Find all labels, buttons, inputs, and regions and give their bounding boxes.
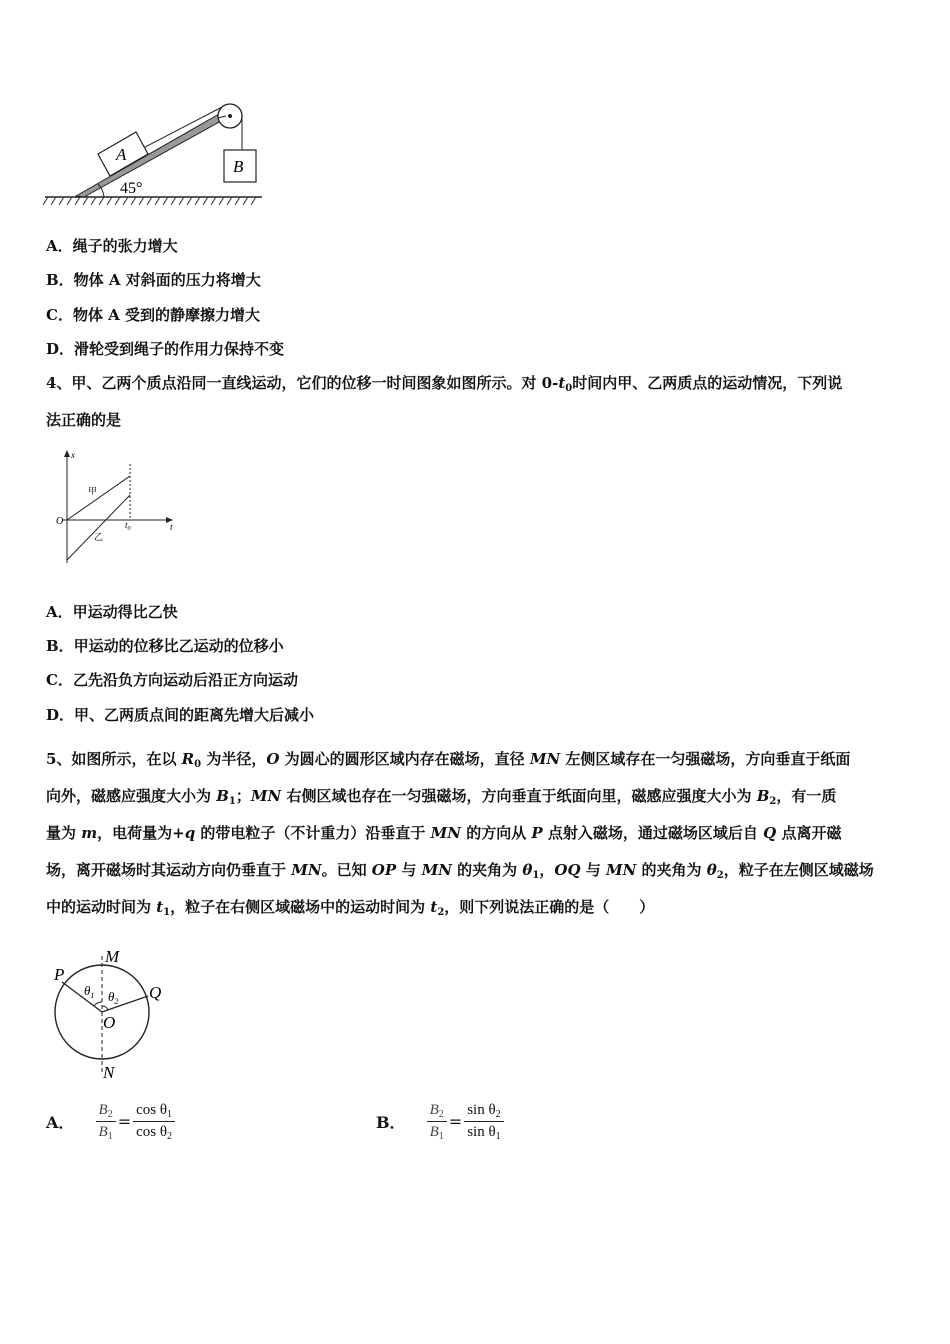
q4-option-a: A．甲运动得比乙快 bbox=[46, 603, 178, 621]
label-theta2: $\theta_2$ bbox=[108, 989, 119, 1006]
q3-option-b: B．物体 A 对斜面的压力将增大 bbox=[46, 271, 261, 289]
q3-option-a: A．绳子的张力增大 bbox=[46, 237, 178, 255]
label-m: M bbox=[105, 947, 120, 966]
block-a-label: A bbox=[116, 145, 127, 164]
label-yi: 乙 bbox=[94, 533, 104, 543]
label-jia: 甲 bbox=[88, 487, 98, 497]
q3-option-c: C．物体 A 受到的静摩擦力增大 bbox=[46, 306, 261, 324]
angle-theta1-arc bbox=[94, 1002, 102, 1006]
label-p: P bbox=[54, 965, 65, 984]
q5-line3: 量为 m，电荷量为+q 的带电粒子（不计重力）沿垂直于 MN 的方向从 P 点射入磁场，通过磁场区域后自 Q 点离开磁 bbox=[46, 824, 842, 842]
q4-stem-line1: 4、甲、乙两个质点沿同一直线运动，它们的位移一时间图象如图所示。对 $0-t_0$时间内甲、乙两质点的运动情况，下列说 bbox=[46, 374, 843, 394]
label-n: N bbox=[103, 1063, 115, 1082]
q4-option-b: B．甲运动的位移比乙运动的位移小 bbox=[46, 637, 284, 655]
q5-line5: 中的运动时间为 $t_1$，粒子在右侧区域磁场中的运动时间为 $t_2$，则下列说法正确的是（ ） bbox=[46, 898, 655, 918]
axis-t-label: t bbox=[170, 522, 173, 532]
q4-option-c: C．乙先沿负方向运动后沿正方向运动 bbox=[46, 671, 298, 689]
line-jia bbox=[67, 476, 130, 520]
option-b-right-fraction: $\frac{\sin \theta_2}{\sin \theta_1}$ bbox=[464, 1102, 503, 1141]
label-q: Q bbox=[149, 983, 162, 1002]
q5-option-a: A． $\frac{B_2}{B_1}$ = $\frac{\cos \theta_1}{\cos \theta_2}$ bbox=[46, 1102, 175, 1141]
option-a-left-fraction: $\frac{B_2}{B_1}$ bbox=[96, 1102, 116, 1141]
label-theta1: $\theta_1$ bbox=[84, 983, 95, 1000]
angle-label: 45° bbox=[120, 180, 143, 197]
radius-op bbox=[62, 982, 102, 1012]
option-b-left-fraction: $\frac{B_2}{B_1}$ bbox=[427, 1102, 447, 1141]
q5-line4: 场，离开磁场时其运动方向仍垂直于 MN。已知 OP 与 MN 的夹角为 $\theta_1$，OQ 与 MN 的夹角为 $\theta_2$，粒子在左侧区域磁场 bbox=[46, 861, 874, 881]
q3-option-d: D．滑轮受到绳子的作用力保持不变 bbox=[46, 340, 285, 358]
x-axis-arrow bbox=[64, 450, 70, 457]
magnetic-field-circle-figure bbox=[48, 944, 178, 1084]
position-time-graph bbox=[52, 448, 182, 568]
t0-label: $t_0$ bbox=[125, 520, 131, 532]
q5-option-b: B． $\frac{B_2}{B_1}$ = $\frac{\sin \theta_2}{\sin \theta_1}$ bbox=[376, 1102, 504, 1141]
q5-line1: 5、如图所示，在以 $R_0$ 为半径，O 为圆心的圆形区域内存在磁场，直径 MN 左侧区域存在一匀强磁场，方向垂直于纸面 bbox=[46, 750, 851, 770]
q5-stem bbox=[46, 741, 908, 926]
incline-pulley-figure bbox=[40, 92, 270, 212]
origin-label: O bbox=[56, 516, 64, 527]
angle-theta2-arc bbox=[102, 1006, 108, 1010]
line-yi bbox=[67, 495, 130, 560]
ground-hatching bbox=[43, 197, 256, 205]
q4-stem-line2: 法正确的是 bbox=[46, 411, 122, 429]
label-o: O bbox=[103, 1013, 116, 1032]
axis-x-label: x bbox=[71, 450, 75, 460]
option-a-right-fraction: $\frac{\cos \theta_1}{\cos \theta_2}$ bbox=[133, 1102, 175, 1141]
pulley-axle bbox=[228, 114, 232, 118]
q4-option-d: D．甲、乙两质点间的距离先增大后减小 bbox=[46, 706, 315, 724]
q5-line2: 向外，磁感应强度大小为 $B_1$；MN 右侧区域也存在一匀强磁场，方向垂直于纸面向里，磁感应强度大小为 $B_2$，有一质 bbox=[46, 787, 837, 807]
block-b-label: B bbox=[233, 157, 244, 176]
